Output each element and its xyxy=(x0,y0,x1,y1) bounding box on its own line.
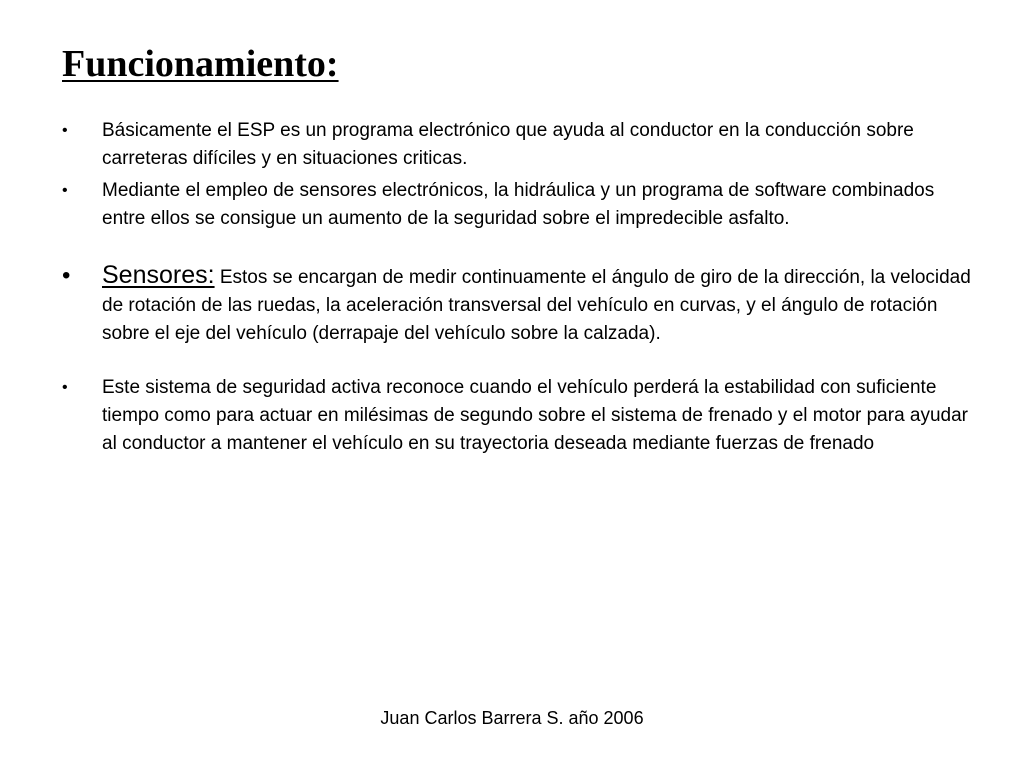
bullet-heading: Sensores: xyxy=(102,261,215,289)
bullet-list xyxy=(62,117,972,458)
bullet-item-sensors-hydraulics xyxy=(62,177,972,233)
bullet-text: Mediante el empleo de sensores electrónicos, la hidráulica y un programa de software combinados entre ellos se consigue un aumento de la seguridad sobre el impredecible asfalto. xyxy=(102,180,935,229)
bullet-text xyxy=(102,261,971,344)
bullet-item-esp-definition xyxy=(62,117,972,173)
slide-title: Funcionamiento: xyxy=(62,43,339,85)
bullet-marker: • xyxy=(62,122,68,139)
footer-author: Juan Carlos Barrera S. año 2006 xyxy=(380,708,644,728)
bullet-marker: • xyxy=(62,379,68,396)
bullet-item-active-safety xyxy=(62,374,972,458)
bullet-marker: • xyxy=(62,182,68,199)
bullet-marker: • xyxy=(62,262,71,289)
bullet-body: Estos se encargan de medir continuamente el ángulo de giro de la dirección, la velocidad de rotación de las ruedas, la aceleración transversal del vehículo en curvas, y el ángulo de rotación sobre el eje del vehículo (derrapaje del vehículo sobre la calzada). xyxy=(102,267,971,344)
bullet-text: Este sistema de seguridad activa reconoce cuando el vehículo perderá la estabilidad con suficiente tiempo como para actuar en milésimas de segundo sobre el sistema de frenado y el motor para ayudar al conductor a mantener el vehículo en su trayectoria deseada mediante fuerzas de frenado xyxy=(102,377,969,454)
bullet-text: Básicamente el ESP es un programa electrónico que ayuda al conductor en la conducción sobre carreteras difíciles y en situaciones criticas. xyxy=(102,120,914,169)
bullet-item-sensores xyxy=(62,261,972,348)
